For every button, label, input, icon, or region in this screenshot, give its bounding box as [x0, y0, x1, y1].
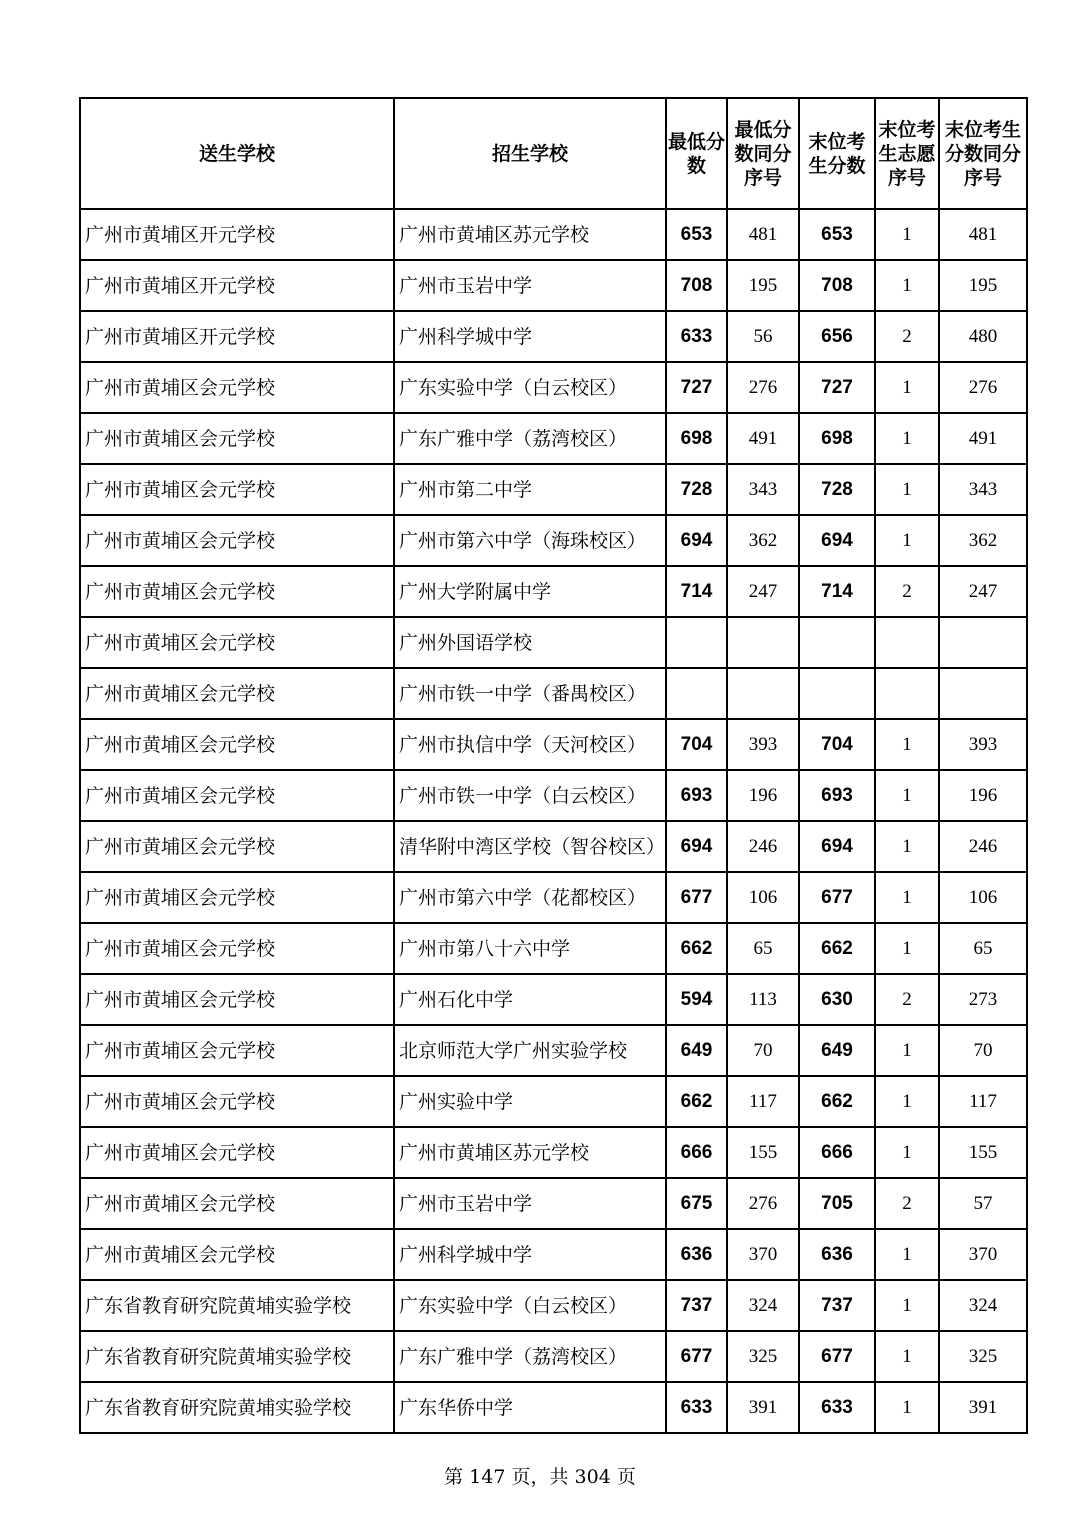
cell-last-student-score: 649	[799, 1025, 875, 1076]
header-row	[80, 98, 1027, 209]
cell-min-score: 708	[666, 260, 727, 311]
cell-last-student-tie-rank: 195	[939, 260, 1027, 311]
cell-last-student-tie-rank: 324	[939, 1280, 1027, 1331]
table-row	[80, 974, 1027, 1025]
cell-last-student-choice: 2	[875, 311, 939, 362]
cell-admitting-school: 广州实验中学	[394, 1076, 666, 1127]
cell-last-student-score: 656	[799, 311, 875, 362]
cell-last-student-choice: 1	[875, 770, 939, 821]
cell-last-student-score: 705	[799, 1178, 875, 1229]
cell-min-score: 677	[666, 872, 727, 923]
cell-min-score-tie-rank: 391	[727, 1382, 799, 1433]
cell-min-score-tie-rank: 56	[727, 311, 799, 362]
cell-last-student-tie-rank: 117	[939, 1076, 1027, 1127]
cell-sending-school: 广州市黄埔区会元学校	[80, 872, 394, 923]
cell-sending-school: 广州市黄埔区会元学校	[80, 668, 394, 719]
cell-last-student-choice: 1	[875, 515, 939, 566]
table-row	[80, 1025, 1027, 1076]
table-row	[80, 362, 1027, 413]
cell-sending-school: 广东省教育研究院黄埔实验学校	[80, 1382, 394, 1433]
cell-min-score-tie-rank: 155	[727, 1127, 799, 1178]
cell-last-student-tie-rank	[939, 617, 1027, 668]
cell-min-score: 694	[666, 821, 727, 872]
cell-last-student-score: 633	[799, 1382, 875, 1433]
cell-min-score-tie-rank	[727, 617, 799, 668]
cell-min-score: 633	[666, 311, 727, 362]
cell-sending-school: 广州市黄埔区会元学校	[80, 1025, 394, 1076]
cell-last-student-choice	[875, 668, 939, 719]
cell-last-student-tie-rank: 491	[939, 413, 1027, 464]
cell-sending-school: 广东省教育研究院黄埔实验学校	[80, 1331, 394, 1382]
table-row	[80, 719, 1027, 770]
cell-min-score-tie-rank: 393	[727, 719, 799, 770]
table-row	[80, 209, 1027, 260]
cell-last-student-choice: 1	[875, 1025, 939, 1076]
cell-sending-school: 广州市黄埔区会元学校	[80, 1178, 394, 1229]
page-footer: 第 147 页，共 304 页	[444, 1466, 636, 1488]
table-row	[80, 413, 1027, 464]
cell-sending-school: 广州市黄埔区开元学校	[80, 209, 394, 260]
cell-admitting-school: 广州市黄埔区苏元学校	[394, 209, 666, 260]
cell-sending-school: 广州市黄埔区会元学校	[80, 464, 394, 515]
cell-min-score-tie-rank: 324	[727, 1280, 799, 1331]
cell-admitting-school: 广州大学附属中学	[394, 566, 666, 617]
cell-admitting-school: 广州科学城中学	[394, 1229, 666, 1280]
cell-last-student-tie-rank: 155	[939, 1127, 1027, 1178]
table-row	[80, 1229, 1027, 1280]
cell-last-student-choice: 1	[875, 872, 939, 923]
cell-min-score	[666, 668, 727, 719]
cell-last-student-score: 694	[799, 821, 875, 872]
cell-last-student-score: 636	[799, 1229, 875, 1280]
table-row	[80, 923, 1027, 974]
cell-last-student-score: 666	[799, 1127, 875, 1178]
table-row	[80, 1382, 1027, 1433]
cell-admitting-school: 广州市铁一中学（番禺校区）	[394, 668, 666, 719]
cell-last-student-tie-rank	[939, 668, 1027, 719]
cell-sending-school: 广州市黄埔区会元学校	[80, 923, 394, 974]
cell-last-student-tie-rank: 246	[939, 821, 1027, 872]
cell-min-score: 649	[666, 1025, 727, 1076]
cell-min-score: 694	[666, 515, 727, 566]
cell-min-score-tie-rank: 370	[727, 1229, 799, 1280]
table-row	[80, 1280, 1027, 1331]
cell-admitting-school: 广州市第八十六中学	[394, 923, 666, 974]
cell-last-student-score: 677	[799, 872, 875, 923]
cell-last-student-choice: 1	[875, 821, 939, 872]
cell-last-student-tie-rank: 370	[939, 1229, 1027, 1280]
cell-last-student-score: 694	[799, 515, 875, 566]
header-last-student-tie-rank: 末位考生分数同分序号	[939, 98, 1027, 209]
table-row	[80, 1178, 1027, 1229]
table-row	[80, 1076, 1027, 1127]
table-row	[80, 821, 1027, 872]
cell-min-score: 675	[666, 1178, 727, 1229]
cell-min-score-tie-rank: 195	[727, 260, 799, 311]
cell-last-student-tie-rank: 196	[939, 770, 1027, 821]
cell-sending-school: 广州市黄埔区会元学校	[80, 1127, 394, 1178]
cell-admitting-school: 广州外国语学校	[394, 617, 666, 668]
cell-min-score-tie-rank: 196	[727, 770, 799, 821]
cell-min-score: 737	[666, 1280, 727, 1331]
cell-last-student-choice: 2	[875, 566, 939, 617]
header-admitting-school: 招生学校	[394, 98, 666, 209]
cell-last-student-choice: 1	[875, 719, 939, 770]
cell-sending-school: 广州市黄埔区会元学校	[80, 413, 394, 464]
cell-admitting-school: 广州科学城中学	[394, 311, 666, 362]
cell-last-student-tie-rank: 106	[939, 872, 1027, 923]
cell-min-score-tie-rank: 343	[727, 464, 799, 515]
table-row	[80, 311, 1027, 362]
cell-min-score: 728	[666, 464, 727, 515]
cell-sending-school: 广州市黄埔区会元学校	[80, 1229, 394, 1280]
cell-sending-school: 广州市黄埔区会元学校	[80, 770, 394, 821]
cell-admitting-school: 广东广雅中学（荔湾校区）	[394, 413, 666, 464]
table-row	[80, 515, 1027, 566]
cell-sending-school: 广州市黄埔区开元学校	[80, 311, 394, 362]
cell-last-student-tie-rank: 362	[939, 515, 1027, 566]
cell-min-score: 704	[666, 719, 727, 770]
cell-last-student-choice: 1	[875, 1127, 939, 1178]
cell-admitting-school: 广东广雅中学（荔湾校区）	[394, 1331, 666, 1382]
cell-min-score-tie-rank: 246	[727, 821, 799, 872]
cell-last-student-score: 698	[799, 413, 875, 464]
cell-min-score: 636	[666, 1229, 727, 1280]
cell-last-student-tie-rank: 57	[939, 1178, 1027, 1229]
cell-admitting-school: 广州市铁一中学（白云校区）	[394, 770, 666, 821]
table-row	[80, 260, 1027, 311]
cell-min-score-tie-rank: 106	[727, 872, 799, 923]
cell-admitting-school: 广州市第六中学（海珠校区）	[394, 515, 666, 566]
cell-last-student-choice: 1	[875, 1076, 939, 1127]
cell-last-student-score: 708	[799, 260, 875, 311]
cell-min-score-tie-rank: 276	[727, 362, 799, 413]
cell-last-student-tie-rank: 276	[939, 362, 1027, 413]
cell-last-student-choice: 1	[875, 1229, 939, 1280]
cell-min-score-tie-rank: 70	[727, 1025, 799, 1076]
cell-sending-school: 广东省教育研究院黄埔实验学校	[80, 1280, 394, 1331]
cell-min-score: 662	[666, 1076, 727, 1127]
cell-admitting-school: 清华附中湾区学校（智谷校区）	[394, 821, 666, 872]
cell-last-student-choice: 1	[875, 1382, 939, 1433]
table-row	[80, 566, 1027, 617]
table-row	[80, 1127, 1027, 1178]
cell-last-student-score: 704	[799, 719, 875, 770]
cell-last-student-tie-rank: 343	[939, 464, 1027, 515]
cell-last-student-tie-rank: 481	[939, 209, 1027, 260]
cell-min-score-tie-rank: 65	[727, 923, 799, 974]
cell-min-score	[666, 617, 727, 668]
cell-last-student-choice: 1	[875, 464, 939, 515]
cell-last-student-tie-rank: 70	[939, 1025, 1027, 1076]
cell-min-score-tie-rank: 247	[727, 566, 799, 617]
cell-admitting-school: 北京师范大学广州实验学校	[394, 1025, 666, 1076]
header-min-score-tie-rank: 最低分数同分序号	[727, 98, 799, 209]
cell-sending-school: 广州市黄埔区会元学校	[80, 515, 394, 566]
cell-admitting-school: 广州石化中学	[394, 974, 666, 1025]
cell-admitting-school: 广东华侨中学	[394, 1382, 666, 1433]
cell-min-score: 727	[666, 362, 727, 413]
cell-admitting-school: 广州市第六中学（花都校区）	[394, 872, 666, 923]
cell-min-score-tie-rank: 481	[727, 209, 799, 260]
table-row	[80, 617, 1027, 668]
cell-min-score: 677	[666, 1331, 727, 1382]
cell-min-score: 693	[666, 770, 727, 821]
table-row	[80, 872, 1027, 923]
cell-admitting-school: 广东实验中学（白云校区）	[394, 362, 666, 413]
header-sending-school: 送生学校	[80, 98, 394, 209]
cell-last-student-tie-rank: 480	[939, 311, 1027, 362]
cell-min-score-tie-rank: 113	[727, 974, 799, 1025]
cell-last-student-choice: 1	[875, 413, 939, 464]
cell-min-score-tie-rank: 362	[727, 515, 799, 566]
table-body	[80, 209, 1027, 1433]
cell-last-student-tie-rank: 65	[939, 923, 1027, 974]
cell-min-score: 633	[666, 1382, 727, 1433]
cell-last-student-tie-rank: 247	[939, 566, 1027, 617]
cell-min-score: 594	[666, 974, 727, 1025]
cell-sending-school: 广州市黄埔区会元学校	[80, 821, 394, 872]
header-last-student-choice: 末位考生志愿序号	[875, 98, 939, 209]
cell-last-student-choice: 2	[875, 974, 939, 1025]
cell-last-student-tie-rank: 393	[939, 719, 1027, 770]
cell-min-score-tie-rank: 325	[727, 1331, 799, 1382]
cell-last-student-score	[799, 617, 875, 668]
cell-min-score-tie-rank	[727, 668, 799, 719]
cell-last-student-score: 630	[799, 974, 875, 1025]
table-row	[80, 668, 1027, 719]
cell-admitting-school: 广州市执信中学（天河校区）	[394, 719, 666, 770]
cell-sending-school: 广州市黄埔区会元学校	[80, 362, 394, 413]
cell-min-score: 666	[666, 1127, 727, 1178]
cell-sending-school: 广州市黄埔区开元学校	[80, 260, 394, 311]
cell-last-student-score: 727	[799, 362, 875, 413]
cell-last-student-score	[799, 668, 875, 719]
cell-min-score: 698	[666, 413, 727, 464]
cell-last-student-score: 737	[799, 1280, 875, 1331]
cell-sending-school: 广州市黄埔区会元学校	[80, 719, 394, 770]
cell-last-student-score: 728	[799, 464, 875, 515]
cell-min-score: 662	[666, 923, 727, 974]
cell-sending-school: 广州市黄埔区会元学校	[80, 617, 394, 668]
cell-last-student-tie-rank: 325	[939, 1331, 1027, 1382]
cell-min-score: 653	[666, 209, 727, 260]
cell-admitting-school: 广东实验中学（白云校区）	[394, 1280, 666, 1331]
cell-last-student-score: 714	[799, 566, 875, 617]
cell-last-student-score: 662	[799, 923, 875, 974]
table-row	[80, 464, 1027, 515]
cell-min-score-tie-rank: 117	[727, 1076, 799, 1127]
cell-last-student-choice: 2	[875, 1178, 939, 1229]
table-row	[80, 1331, 1027, 1382]
cell-last-student-score: 693	[799, 770, 875, 821]
header-last-student-score: 末位考生分数	[799, 98, 875, 209]
cell-admitting-school: 广州市玉岩中学	[394, 260, 666, 311]
cell-sending-school: 广州市黄埔区会元学校	[80, 1076, 394, 1127]
cell-sending-school: 广州市黄埔区会元学校	[80, 566, 394, 617]
header-min-score: 最低分数	[666, 98, 727, 209]
cell-min-score-tie-rank: 276	[727, 1178, 799, 1229]
cell-last-student-choice: 1	[875, 260, 939, 311]
cell-admitting-school: 广州市第二中学	[394, 464, 666, 515]
cell-last-student-choice: 1	[875, 923, 939, 974]
cell-last-student-choice: 1	[875, 362, 939, 413]
cell-sending-school: 广州市黄埔区会元学校	[80, 974, 394, 1025]
cell-last-student-tie-rank: 391	[939, 1382, 1027, 1433]
admission-score-table	[79, 97, 1028, 1434]
cell-last-student-choice	[875, 617, 939, 668]
cell-last-student-choice: 1	[875, 209, 939, 260]
cell-min-score-tie-rank: 491	[727, 413, 799, 464]
cell-last-student-tie-rank: 273	[939, 974, 1027, 1025]
cell-last-student-choice: 1	[875, 1280, 939, 1331]
cell-last-student-choice: 1	[875, 1331, 939, 1382]
cell-admitting-school: 广州市黄埔区苏元学校	[394, 1127, 666, 1178]
cell-admitting-school: 广州市玉岩中学	[394, 1178, 666, 1229]
table-row	[80, 770, 1027, 821]
cell-last-student-score: 653	[799, 209, 875, 260]
cell-min-score: 714	[666, 566, 727, 617]
cell-last-student-score: 677	[799, 1331, 875, 1382]
table-header	[80, 98, 1027, 209]
cell-last-student-score: 662	[799, 1076, 875, 1127]
